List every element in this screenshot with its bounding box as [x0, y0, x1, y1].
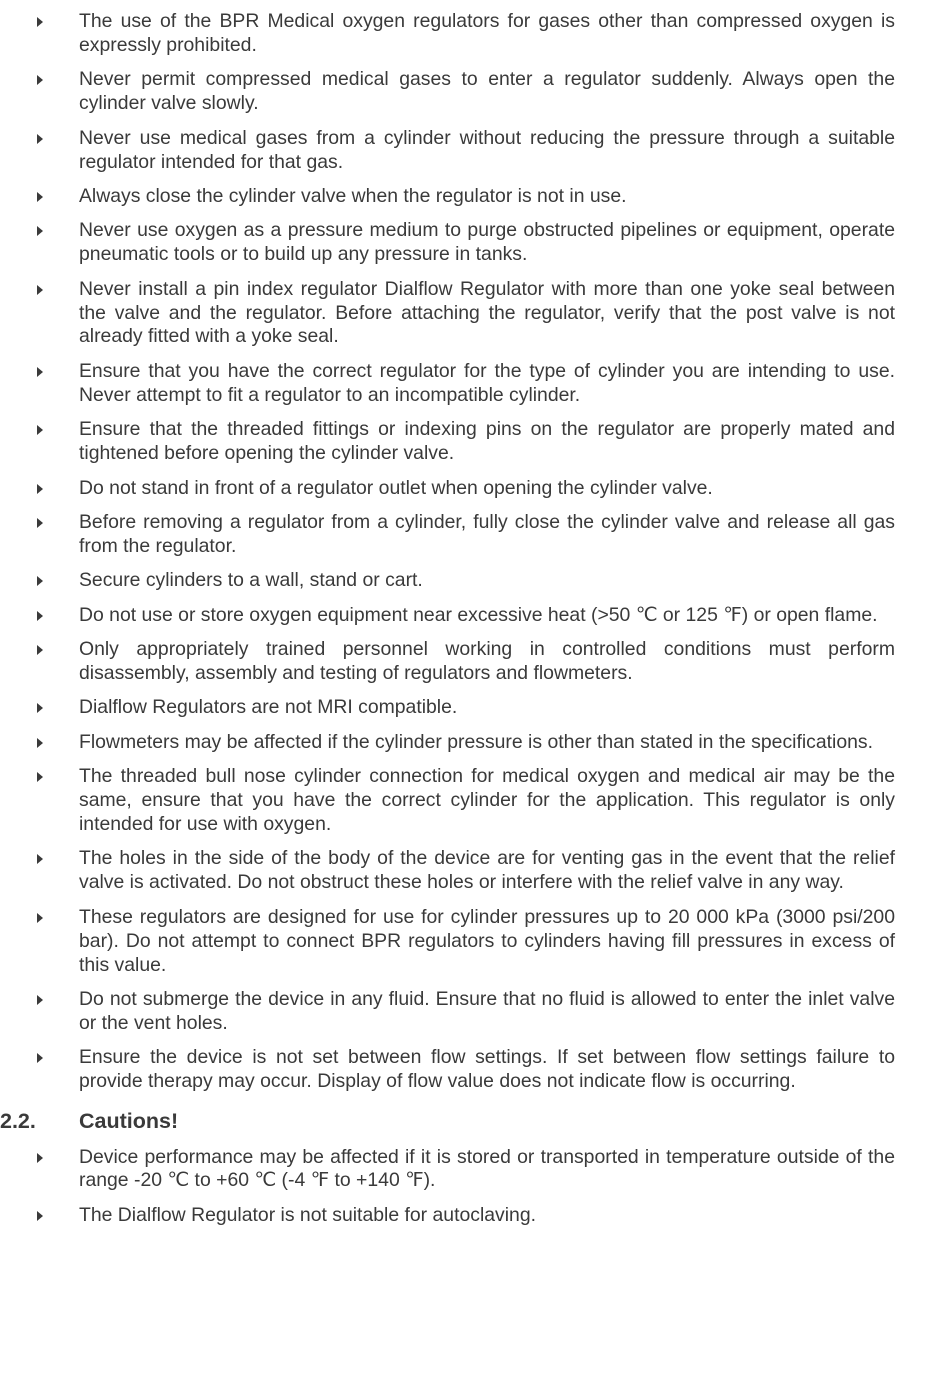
warning-text: Ensure that you have the correct regulator for the type of cylinder you are intending to use. Never attempt to fit a regulator to an incompatible cylinder. — [79, 359, 895, 406]
triangle-right-icon — [37, 17, 43, 27]
warning-text: Always close the cylinder valve when the regulator is not in use. — [79, 184, 627, 207]
warning-item — [0, 185, 950, 209]
warning-text: Never use oxygen as a pressure medium to purge obstructed pipelines or equipment, operate pneumatic tools or to build up any pressure in tanks. — [79, 219, 895, 266]
warning-text: Secure cylinders to a wall, stand or cart. — [79, 569, 423, 592]
triangle-right-icon — [37, 854, 43, 864]
section-title: Cautions! — [79, 1108, 179, 1133]
warning-item — [0, 847, 950, 895]
warnings-list — [0, 10, 950, 1094]
warning-text: Only appropriately trained personnel working in controlled conditions must perform disassembly, assembly and testing of regulators and flowmeters. — [79, 638, 895, 684]
warning-item — [0, 731, 950, 755]
warning-item — [0, 638, 950, 686]
triangle-right-icon — [37, 518, 43, 528]
warning-item — [0, 477, 950, 501]
caution-item — [0, 1204, 950, 1228]
warning-text: These regulators are designed for use for cylinder pressures up to 20 000 kPa (3000 psi/200 bar). Do not attempt to connect BPR regulators to cylinders having fill pressures in excess of this value. — [79, 905, 895, 976]
warning-item — [0, 906, 950, 978]
warning-item — [0, 696, 950, 720]
warning-item — [0, 10, 950, 58]
warning-item — [0, 418, 950, 466]
triangle-right-icon — [37, 1211, 43, 1221]
warning-text: Ensure that the threaded fittings or indexing pins on the regulator are properly mated and tightened before opening the cylinder valve. — [79, 418, 895, 465]
warning-item — [0, 569, 950, 593]
warning-text: Ensure the device is not set between flow settings. If set between flow settings failure to provide therapy may occur. Display of flow value does not indicate flow is occurring. — [79, 1046, 895, 1093]
triangle-right-icon — [37, 425, 43, 435]
warning-text: Never install a pin index regulator Dialflow Regulator with more than one yoke seal between the valve and the regulator. Before attaching the regulator, verify that the post valve is not already fitted with a yoke seal. — [79, 277, 895, 348]
triangle-right-icon — [37, 285, 43, 295]
triangle-right-icon — [37, 75, 43, 85]
warning-item — [0, 988, 950, 1036]
caution-item — [0, 1146, 950, 1194]
warning-text: Never use medical gases from a cylinder without reducing the pressure through a suitable regulator intended for that gas. — [79, 126, 895, 173]
warning-text: Do not submerge the device in any fluid. Ensure that no fluid is allowed to enter the inlet valve or the vent holes. — [79, 987, 895, 1034]
cautions-heading — [0, 1105, 950, 1136]
document-page — [0, 10, 950, 1238]
triangle-right-icon — [37, 1053, 43, 1063]
warning-item — [0, 68, 950, 116]
warning-item — [0, 1046, 950, 1094]
triangle-right-icon — [37, 772, 43, 782]
triangle-right-icon — [37, 738, 43, 748]
triangle-right-icon — [37, 645, 43, 655]
warning-text: Dialflow Regulators are not MRI compatible. — [79, 696, 458, 719]
caution-text: The Dialflow Regulator is not suitable for autoclaving. — [79, 1203, 536, 1226]
warning-text: Flowmeters may be affected if the cylinder pressure is other than stated in the specifications. — [79, 730, 873, 753]
triangle-right-icon — [37, 134, 43, 144]
section-number: 2.2. — [0, 1108, 36, 1133]
warning-text: Never permit compressed medical gases to enter a regulator suddenly. Always open the cylinder valve slowly. — [79, 68, 895, 115]
warning-item — [0, 765, 950, 837]
warning-item — [0, 278, 950, 350]
warning-text: Do not stand in front of a regulator outlet when opening the cylinder valve. — [79, 476, 713, 499]
triangle-right-icon — [37, 1153, 43, 1163]
warning-item — [0, 219, 950, 267]
triangle-right-icon — [37, 192, 43, 202]
warning-item — [0, 511, 950, 559]
warning-text: Before removing a regulator from a cylinder, fully close the cylinder valve and release all gas from the regulator. — [79, 510, 895, 557]
triangle-right-icon — [37, 995, 43, 1005]
triangle-right-icon — [37, 576, 43, 586]
triangle-right-icon — [37, 484, 43, 494]
caution-text: Device performance may be affected if it is stored or transported in temperature outside of the range -20 ℃ to +60 ℃ (-4 ℉ to +140 ℉). — [79, 1145, 895, 1192]
warning-text: The holes in the side of the body of the device are for venting gas in the event that the relief valve is activated. Do not obstruct these holes or interfere with the relief valve in any way. — [79, 847, 895, 894]
warning-text: The use of the BPR Medical oxygen regulators for gases other than compressed oxygen is expressly prohibited. — [79, 10, 895, 56]
triangle-right-icon — [37, 367, 43, 377]
cautions-list — [0, 1146, 950, 1228]
warning-text: Do not use or store oxygen equipment near excessive heat (>50 ℃ or 125 ℉) or open flame. — [79, 603, 878, 626]
triangle-right-icon — [37, 913, 43, 923]
warning-item — [0, 127, 950, 175]
warning-item — [0, 604, 950, 628]
triangle-right-icon — [37, 703, 43, 713]
triangle-right-icon — [37, 226, 43, 236]
triangle-right-icon — [37, 611, 43, 621]
warning-text: The threaded bull nose cylinder connection for medical oxygen and medical air may be the same, ensure that you have the correct cylinder for the application. This regulator is only intended for use with oxygen. — [79, 765, 895, 835]
warning-item — [0, 360, 950, 408]
